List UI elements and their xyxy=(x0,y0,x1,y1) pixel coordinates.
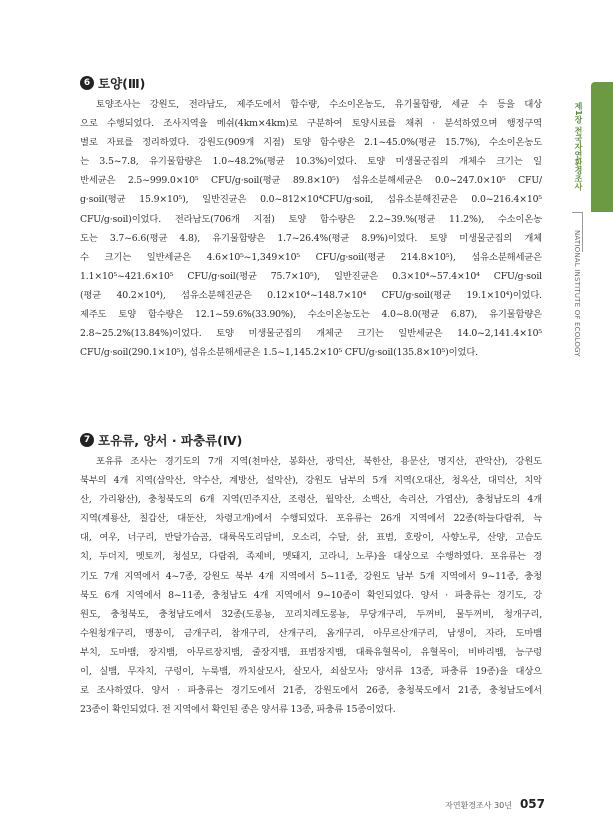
page-number: 057 xyxy=(519,797,545,811)
text-line: 토양조사는 강원도, 전라남도, 제주도에서 함수량, 수소이온농도, 유기물함량, 세균 수 등을 대상 xyxy=(96,99,542,110)
text-line: 수원청개구리, 맹꽁이, 금개구리, 참개구리, 산개구리, 옴개구리, 아무르산개구리, 남생이, 자라, 도마뱀 xyxy=(80,627,542,639)
text-line: 지역(계룡산, 칠갑산, 대둔산, 차령고개)에서 수행되었다. 포유류는 26개 지역에서 22종(하늘다람쥐, 늑 xyxy=(80,513,542,525)
text-line: 대, 여우, 너구리, 반달가슴곰, 대륙목도리담비, 오소리, 수달, 삵, 표범, 호랑이, 사향노루, 산양, 고슴도 xyxy=(80,532,542,544)
soil-paragraph xyxy=(80,95,542,362)
text-line: CFU/g·soil(290.1×10⁵), 섬유소분해세균은 1.5~1,145.2×10⁵ CFU/g·soil(135.8×10⁵)이었다. xyxy=(80,347,478,359)
text-line: (평균 40.2×10⁴), 섬유소분해진균은 0.12×10⁴~148.7×10⁴ CFU/g·soil(평균 19.1×10⁴)이었다. xyxy=(80,289,542,301)
section-title: 토양(Ⅲ) xyxy=(98,76,146,91)
text-line: 2.8~25.2%(13.84%)이었다. 토양 미생물군집의 개체군 크기는 일반세균은 14.0~2,141.4×10⁵ xyxy=(80,328,542,340)
text-line: 는 3.5~7.8, 유기물함량은 1.0~48.2%(평균 10.3%)이었다. 토양 미생물군집의 개체수 크기는 일 xyxy=(80,156,542,168)
text-line: 치, 두더지, 멧토끼, 청설모, 다람쥐, 족제비, 멧돼지, 고라니, 노루)을 대상으로 수행하였다. 포유류는 경 xyxy=(80,551,542,563)
text-line: 북부의 4개 지역(삼악산, 약수산, 계방산, 설악산), 강원도 남부의 5개 지역(오대산, 청옥산, 대덕산, 치악 xyxy=(80,475,542,487)
text-line: CFU/g·soil)이었다. 전라남도(706개 지점) 토양 함수량은 2.2~39.%(평균 11.2%), 수소이온농 xyxy=(80,213,542,225)
text-line: 북도 6개 지역에서 8~11종, 충청남도 4개 지역에서 9~10종이 확인되었다. 양서 · 파충류는 경기도, 강 xyxy=(80,589,542,601)
text-line: 산, 가리왕산), 충청북도의 6개 지역(민주지산, 조령산, 월악산, 소백산, 속리산, 가엽산), 충청남도의 4개 xyxy=(80,494,542,506)
text-line: 원도, 충청북도, 충청남도에서 32종(도롱뇽, 꼬리치레도롱뇽, 무당개구리, 두꺼비, 물두꺼비, 청개구리, xyxy=(80,608,542,620)
footer-title: 자연환경조사 30년 xyxy=(445,801,512,810)
text-line: 로 조사하였다. 양서 · 파충류는 경기도에서 21종, 강원도에서 26종, 충청북도에서 21종, 충청남도에서 xyxy=(80,685,542,697)
text-line: 반세균은 2.5~999.0×10⁵ CFU/g·soil(평균 89.8×10⁵) 섬유소분해세균은 0.0~247.0×10⁵ CFU/ xyxy=(80,175,542,187)
text-line: 포유류 조사는 경기도의 7개 지역(천마산, 봉화산, 광덕산, 북한산, 용문산, 명지산, 관악산), 강원도 xyxy=(96,456,542,467)
text-line: 부치, 도마뱀, 장지뱀, 아무르장지뱀, 줄장지뱀, 표범장지뱀, 대륙유혈목이, 유혈목이, 비바리뱀, 능구렁 xyxy=(80,646,542,658)
section-title: 포유류, 양서 · 파충류(Ⅳ) xyxy=(98,433,243,448)
side-divider xyxy=(582,212,583,252)
text-line: g·soil(평균 15.9×10⁵), 일반진균은 0.0~812×10⁴CFU/g·soil, 섬유소분해진균은 0.0~216.4×10⁵ xyxy=(80,194,542,206)
mammals-paragraph xyxy=(80,452,542,719)
text-line: 으로 수행되었다. 조사지역을 메쉬(4km×4km)로 구분하여 토양시료를 채취 · 분석하였으며 행정구역 xyxy=(80,118,542,130)
institute-label: NATIONAL INSTITUTE OF ECOLOGY xyxy=(573,230,581,357)
text-line: 제주도 토양 함수량은 12.1~59.6%(33.90%), 수소이온농도는 4.0~8.0(평균 6.87), 유기물함량은 xyxy=(80,309,542,321)
section-heading-soil xyxy=(80,74,145,92)
page-footer xyxy=(400,797,545,811)
side-divider-horizontal xyxy=(572,212,582,213)
text-line: 이, 실뱀, 무자치, 구렁이, 누룩뱀, 까치살모사, 살모사, 쇠살모사; 양서류 13종, 파충류 19종)을 대상으 xyxy=(80,666,542,678)
chapter-label: 제1장 전국자연환경조사 xyxy=(574,102,583,191)
text-line: 수 크기는 일반세균은 4.6×10⁵~1,349×10⁵ CFU/g·soil(평균 214.8×10⁵), 섬유소분해세균은 xyxy=(80,251,542,263)
text-line: 기도 7개 지역에서 4~7종, 강원도 북부 4개 지역에서 5~11종, 강원도 남부 5개 지역에서 9~11종, 충청 xyxy=(80,570,542,582)
text-line: 1.1×10⁵~421.6×10⁵ CFU/g·soil(평균 75.7×10⁵), 일반진균은 0.3×10⁴~57.4×10⁴ CFU/g·soil xyxy=(80,270,542,282)
text-line: 도는 3.7~6.6(평균 4.8), 유기물함량은 1.7~26.4%(평균 8.9%)이었다. 토양 미생물군집의 개체 xyxy=(80,232,542,244)
chapter-side-tab xyxy=(591,82,613,212)
section-number-badge: 7 xyxy=(80,433,94,447)
text-line: 23종이 확인되었다. 전 지역에서 확인된 종은 양서류 13종, 파충류 15종이었다. xyxy=(80,704,396,716)
text-line: 별로 자료를 정리하였다. 강원도(909개 지점) 토양 함수량은 2.1~45.0%(평균 15.7%), 수소이온농도 xyxy=(80,137,542,149)
section-heading-mammals xyxy=(80,431,242,449)
section-number-badge: 6 xyxy=(80,76,94,90)
